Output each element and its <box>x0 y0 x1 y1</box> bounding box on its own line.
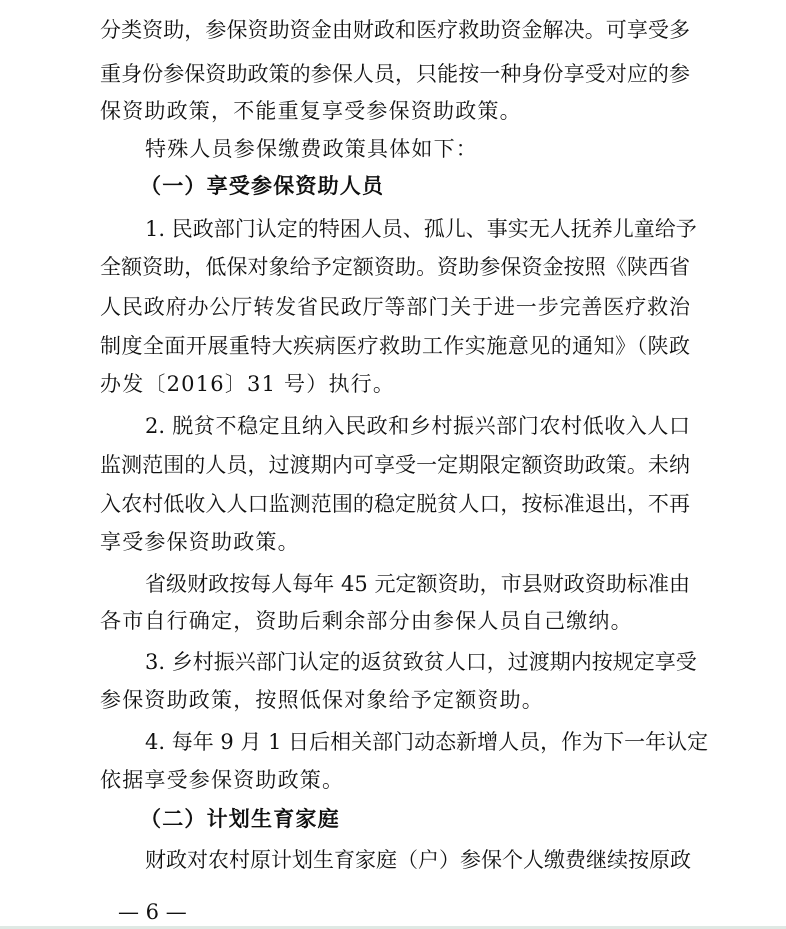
section-heading: （一）享受参保资助人员 <box>140 173 385 198</box>
paragraph-line: 财政对农村原计划生育家庭（户）参保个人缴费继续按原政 <box>145 848 691 872</box>
paragraph-line: 依据享受参保资助政策。 <box>100 768 345 792</box>
section-heading: （二）计划生育家庭 <box>140 806 340 831</box>
paragraph-line: 1. 民政部门认定的特困人员、孤儿、事实无人抚养儿童给予 <box>145 217 697 241</box>
paragraph-line: 省级财政按每人每年 45 元定额资助，市县财政资助标准由 <box>145 572 690 596</box>
paragraph-line: 各市自行确定，资助后剩余部分由参保人员自己缴纳。 <box>100 609 633 633</box>
paragraph-line: 分类资助，参保资助资金由财政和医疗救助资金解决。可享受多 <box>100 18 690 42</box>
paragraph-line: 保资助政策，不能重复享受参保资助政策。 <box>100 99 522 123</box>
paragraph-line: 2. 脱贫不稳定且纳入民政和乡村振兴部门农村低收入人口 <box>145 414 690 438</box>
paragraph-line: 办发〔2016〕31 号）执行。 <box>100 372 396 396</box>
paragraph-line: 特殊人员参保缴费政策具体如下： <box>145 137 478 161</box>
paragraph-line: 监测范围的人员，过渡期内可享受一定期限定额资助政策。未纳 <box>100 453 690 477</box>
paragraph-line: 全额资助，低保对象给予定额资助。资助参保资金按照《陕西省 <box>100 255 690 279</box>
paragraph-line: 参保资助政策，按照低保对象给予定额资助。 <box>100 688 544 712</box>
paragraph-line: 享受参保资助政策。 <box>100 530 300 554</box>
paragraph-line: 3. 乡村振兴部门认定的返贫致贫人口，过渡期内按规定享受 <box>145 650 697 674</box>
paragraph-line: 制度全面开展重特大疾病医疗救助工作实施意见的通知》（陕政 <box>100 334 690 358</box>
paragraph-line: 入农村低收入人口监测范围的稳定脱贫人口，按标准退出，不再 <box>100 492 690 516</box>
paragraph-line: 人民政府办公厅转发省民政厅等部门关于进一步完善医疗救治 <box>100 295 690 319</box>
paragraph-line: 4. 每年 9 月 1 日后相关部门动态新增人员，作为下一年认定 <box>145 730 709 754</box>
page-number: — 6 — <box>118 900 187 924</box>
paragraph-line: 重身份参保资助政策的参保人员，只能按一种身份享受对应的参 <box>100 62 690 86</box>
